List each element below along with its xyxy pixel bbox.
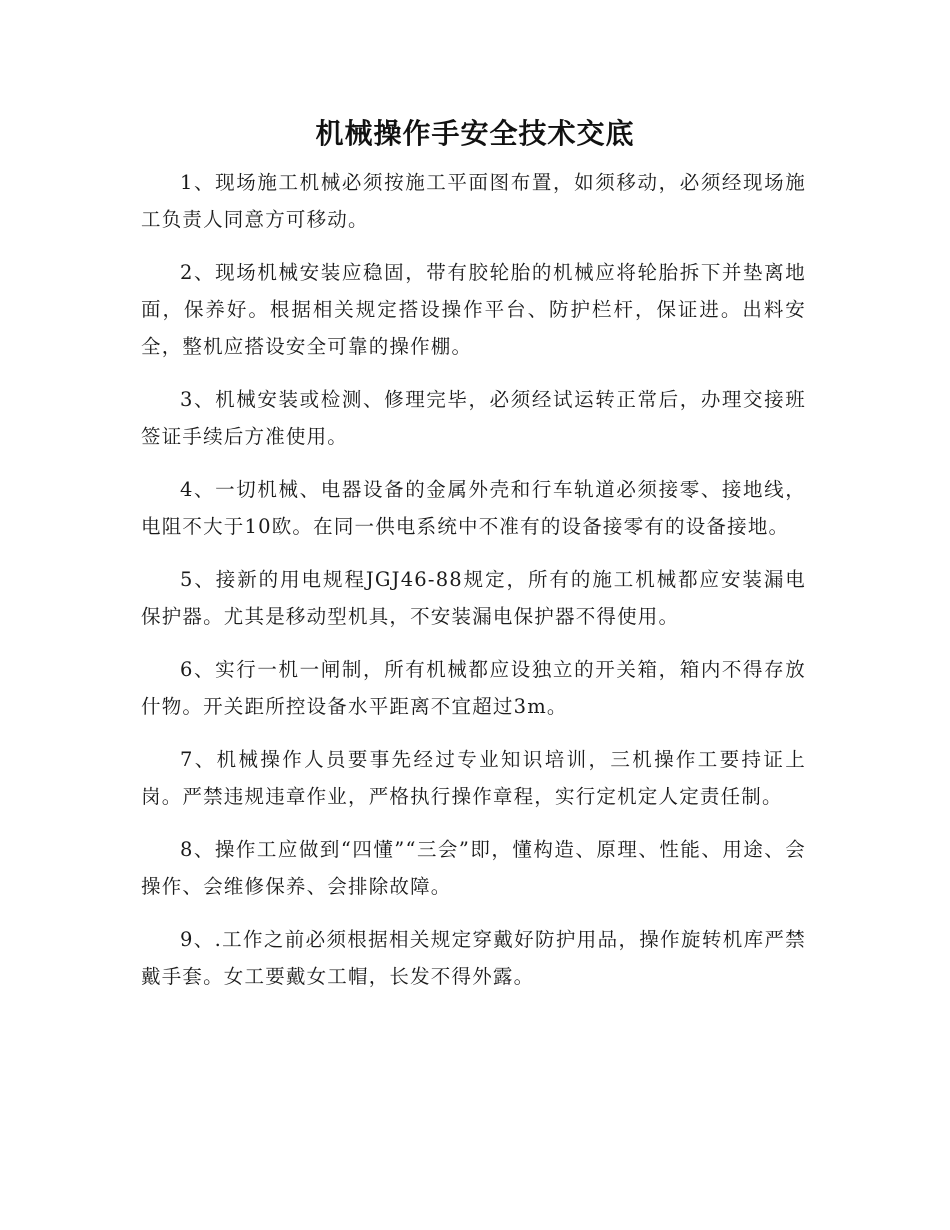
paragraph-8: 8、操作工应做到“四懂”“三会”即，懂构造、原理、性能、用途、会操作、会维修保养、会排除故障。 [141,838,806,898]
paragraph-2: 2、现场机械安装应稳固，带有胶轮胎的机械应将轮胎拆下并垫离地面，保养好。根据相关规定搭设操作平台、防护栏杆，保证进。出料安全，整机应搭设安全可靠的操作棚。 [141,261,806,358]
document-title: 机械操作手安全技术交底 [315,117,635,150]
paragraph-4: 4、一切机械、电器设备的金属外壳和行车轨道必须接零、接地线，电阻不大于10欧。在同一供电系统中不准有的设备接零有的设备接地。 [141,478,806,538]
paragraph-9: 9、.工作之前必须根据相关规定穿戴好防护用品，操作旋转机库严禁戴手套。女工要戴女工帽，长发不得外露。 [141,928,806,988]
paragraph-1: 1、现场施工机械必须按施工平面图布置，如须移动，必须经现场施工负责人同意方可移动。 [141,171,806,231]
paragraph-5: 5、接新的用电规程JGJ46-88规定，所有的施工机械都应安装漏电保护器。尤其是移动型机具，不安装漏电保护器不得使用。 [141,568,806,628]
document-body [141,164,806,1011]
paragraph-3: 3、机械安装或检测、修理完毕，必须经试运转正常后，办理交接班签证手续后方准使用。 [141,388,806,448]
paragraph-6: 6、实行一机一闸制，所有机械都应设独立的开关箱，箱内不得存放什物。开关距所控设备水平距离不宜超过3m。 [141,658,806,718]
paragraph-7: 7、机械操作人员要事先经过专业知识培训，三机操作工要持证上岗。严禁违规违章作业，严格执行操作章程，实行定机定人定责任制。 [141,748,806,808]
